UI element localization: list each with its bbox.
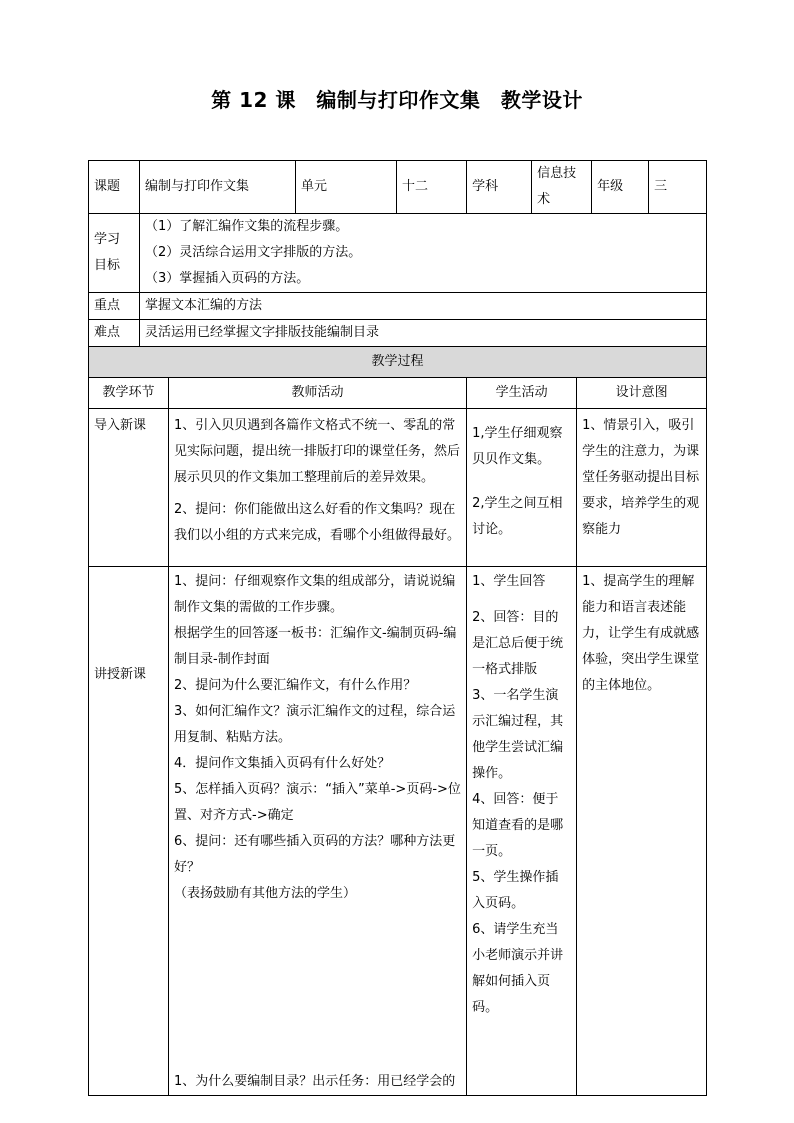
key-point-row	[89, 293, 707, 320]
subject-label: 学科	[467, 161, 532, 214]
teacher-activity: 1、提问：仔细观察作文集的组成部分，请说说编制作文集的需做的工作步骤。 根据学生的回答逐一板书：汇编作文-编制页码-编制目录-制作封面 2、提问为什么要汇编作文，有什么作用？ 3、如何汇编作文？演示汇编作文的过程，综合运用复制、粘贴方法。 4．提问作文集插入页码有什么好处？ 5、怎样插入页码？演示：“插入”菜单->页码->位置、对齐方式->确定 6、提问：还有哪些插入页码的方法？哪种方法更好？ （表扬鼓励有其他方法的学生） 1、为什么要编制目录？出示任务：用已经学会的	[169, 567, 467, 1096]
column-stage: 教学环节	[89, 378, 169, 409]
design-intent: 1、情景引入，吸引学生的注意力，为课堂任务驱动提出目标要求，培养学生的观察能力	[577, 409, 707, 567]
topic-label: 课题	[89, 161, 140, 214]
grade-label: 年级	[592, 161, 649, 214]
column-teacher: 教师活动	[169, 378, 467, 409]
subject-value: 信息技术	[532, 161, 592, 214]
lesson-plan-table	[88, 160, 707, 1096]
goal-item: （2）灵活综合运用文字排版的方法。	[145, 245, 362, 260]
goals-list	[140, 214, 707, 293]
goals-label: 学习 目标	[89, 214, 140, 293]
process-heading-row	[89, 347, 707, 378]
page-title: 第 12 课 编制与打印作文集 教学设计	[211, 88, 583, 112]
column-student: 学生活动	[467, 378, 577, 409]
goal-item: （3）掌握插入页码的方法。	[145, 271, 310, 286]
stage-cell: 讲授新课	[89, 567, 169, 1096]
stage-cell: 导入新课	[89, 409, 169, 567]
topic-value: 编制与打印作文集	[140, 161, 296, 214]
student-activity: 1,学生仔细观察贝贝作文集。 2,学生之间互相讨论。	[467, 409, 577, 567]
difficulty-label: 难点	[89, 320, 140, 347]
process-columns-row	[89, 378, 707, 409]
process-row-intro	[89, 409, 707, 567]
column-intent: 设计意图	[577, 378, 707, 409]
difficulty-value: 灵活运用已经掌握文字排版技能编制目录	[140, 320, 707, 347]
unit-label: 单元	[296, 161, 397, 214]
goal-item: （1）了解汇编作文集的流程步骤。	[145, 219, 349, 234]
key-point-value: 掌握文本汇编的方法	[140, 293, 707, 320]
difficulty-row	[89, 320, 707, 347]
goals-row	[89, 214, 707, 293]
student-activity: 1、学生回答 2、回答：目的是汇总后便于统一格式排版 3、一名学生演示汇编过程，其他学生尝试汇编操作。 4、回答：便于知道查看的是哪一页。 5、学生操作插入页码。 6、请学生充当小老师演示并讲解如何插入页码。	[467, 567, 577, 1096]
header-row	[89, 161, 707, 214]
unit-value: 十二	[397, 161, 467, 214]
teacher-activity: 1、引入贝贝遇到各篇作文格式不统一、零乱的常见实际问题，提出统一排版打印的课堂任务，然后展示贝贝的作文集加工整理前后的差异效果。 2、提问：你们能做出这么好看的作文集吗？现在我们以小组的方式来完成，看哪个小组做得最好。	[169, 409, 467, 567]
design-intent: 1、提高学生的理解能力和语言表述能力，让学生有成就感体验，突出学生课堂的主体地位。	[577, 567, 707, 1096]
grade-value: 三	[649, 161, 707, 214]
process-row-new-lesson	[89, 567, 707, 1096]
key-point-label: 重点	[89, 293, 140, 320]
process-heading: 教学过程	[89, 347, 707, 378]
